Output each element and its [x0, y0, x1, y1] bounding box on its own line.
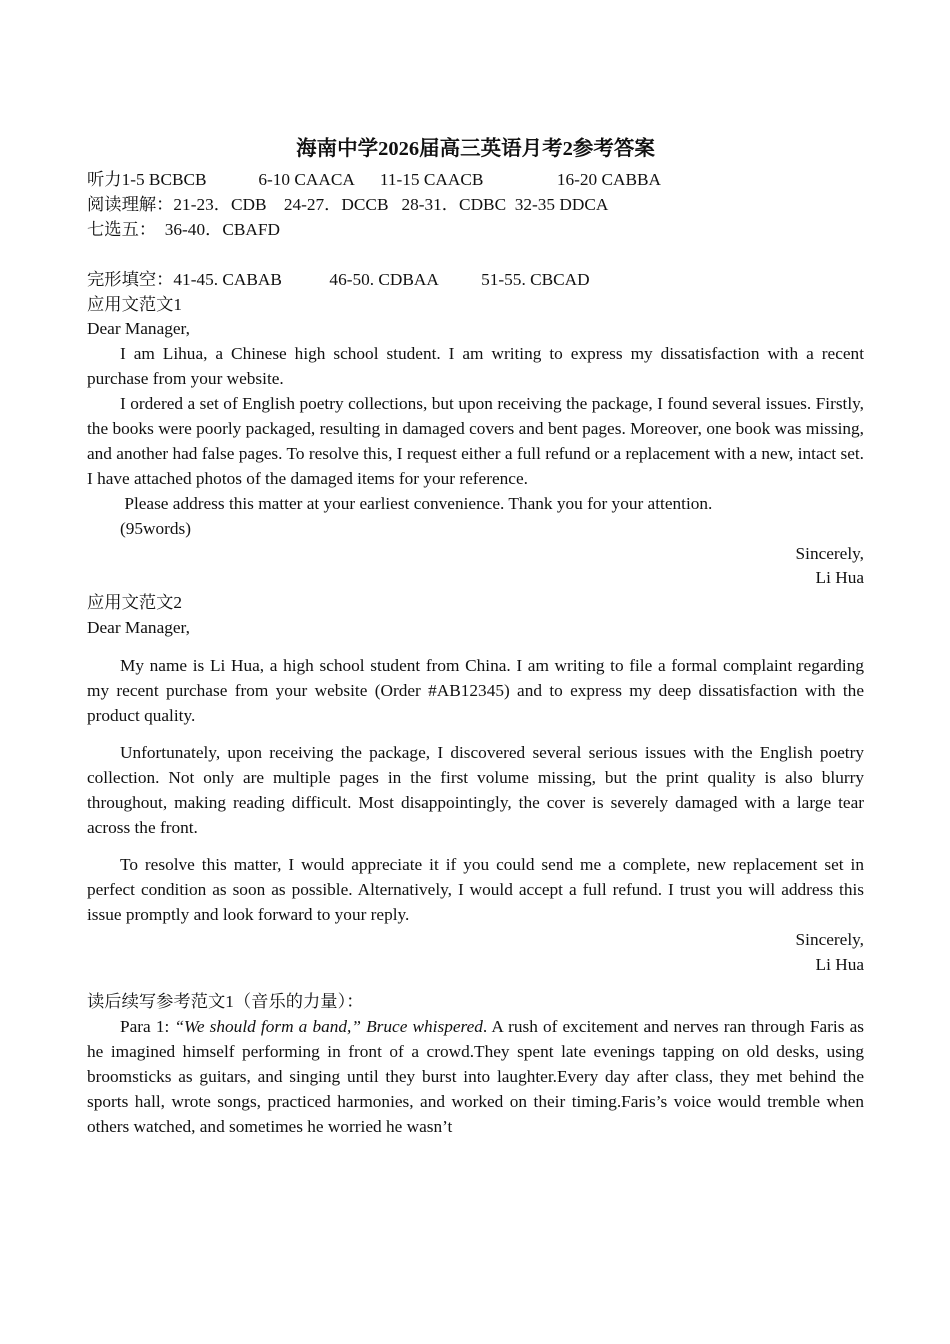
- essay1-paragraph-3: Please address this matter at your earliest convenience. Thank you for your attention.: [120, 493, 713, 513]
- answers-seven-choose-five: 七选五： 36-40．CBAFD: [87, 219, 280, 239]
- essay2-paragraph-1: My name is Li Hua, a high school student from China. I am writing to file a formal complaint regarding my recent purchase from your website (Order #AB12345) and to express my deep dissatisfaction with the product quality.: [87, 655, 864, 725]
- essay2-paragraph-3: To resolve this matter, I would appreciate it if you could send me a complete, new replacement set in perfect condition as soon as possible. Alternatively, I would accept a full refund. I trust you will address this issue promptly and look forward to your reply.: [87, 855, 864, 924]
- paragraph-label: Para 1:: [120, 1016, 175, 1036]
- essay1-closing: Sincerely,: [795, 543, 864, 563]
- essay1-signature: Li Hua: [815, 568, 864, 588]
- essay1-heading: 应用文范文1: [87, 294, 183, 314]
- essay1-paragraph-1: I am Lihua, a Chinese high school student. I am writing to express my dissatisfaction with a recent purchase from your website.: [87, 344, 864, 389]
- essay2-closing: Sincerely,: [795, 929, 864, 949]
- spacer: [87, 243, 864, 268]
- essay1-word-count: (95words): [120, 518, 192, 538]
- answers-reading: 阅读理解：21-23．CDB 24-27．DCCB 28-31．CDBC 32-35 DDCA: [87, 194, 609, 214]
- quoted-dialogue: “We should form a band,” Bruce whispered: [174, 1016, 483, 1036]
- paragraph-body: . A rush of excitement and nerves ran through Faris as he imagined himself performing in front of a crowd.They spent late evenings tapping on old desks, using broomsticks as guitars, and singing until they burst into laughter.Every day after class, they met behind the sports hall, wrote songs, practiced harmonies, and worked on their timing.Faris’s voice would tremble when others watched, and sometimes he worried he wasn’t: [87, 1016, 864, 1136]
- document-page: [87, 134, 864, 1140]
- continuation-heading: 读后续写参考范文1（音乐的力量）：: [87, 992, 364, 1012]
- essay1-paragraph-2: I ordered a set of English poetry collections, but upon receiving the package, I found several issues. Firstly, the books were poorly packaged, resulting in damaged covers and bent pages. Moreover, one book was missing, and another had false pages. To resolve this, I request either a full refund or a replacement with a new, intact set. I have attached photos of the damaged items for your reference.: [87, 394, 864, 488]
- essay2-salutation: Dear Manager,: [87, 618, 190, 638]
- answers-cloze: 完形填空：41-45. CABAB 46-50. CDBAA 51-55. CBCAD: [87, 269, 590, 289]
- continuation-paragraph-1: [87, 1015, 864, 1140]
- essay2-paragraph-2: Unfortunately, upon receiving the package, I discovered several serious issues with the English poetry collection. Not only are multiple pages in the first volume missing, but the print quality is also blurry throughout, making reading difficult. Most disappointingly, the cover is severely damaged with a large tear across the front.: [87, 742, 864, 837]
- essay1-salutation: Dear Manager,: [87, 319, 190, 339]
- page-title: 海南中学2026届高三英语月考2参考答案: [296, 138, 655, 160]
- answers-listening: 听力1-5 BCBCB 6-10 CAACA 11-15 CAACB 16-20 CABBA: [87, 170, 662, 189]
- essay2-signature: Li Hua: [815, 954, 864, 974]
- essay2-heading: 应用文范文2: [87, 593, 183, 613]
